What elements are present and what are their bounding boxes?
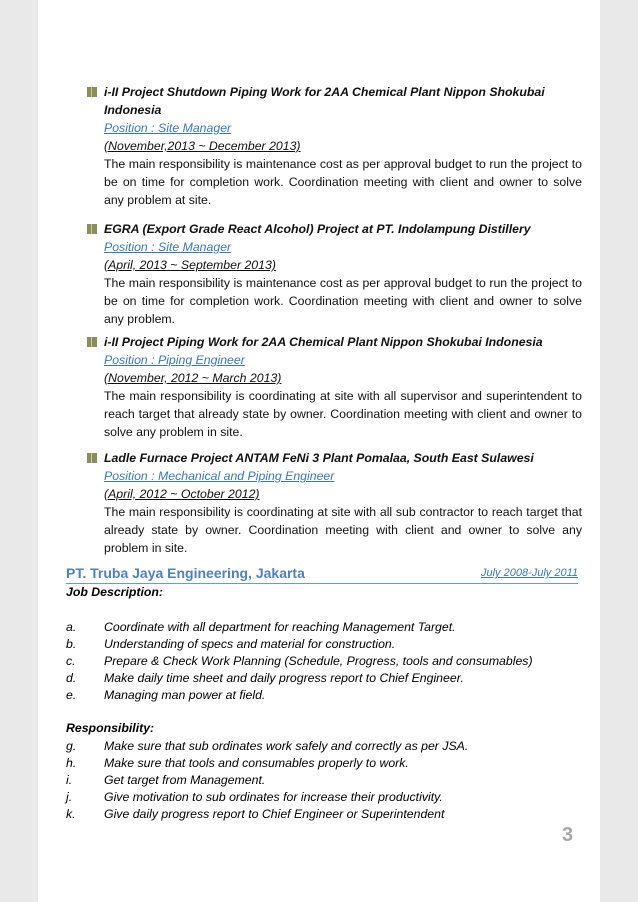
project-entry xyxy=(104,220,582,328)
project-position: Position : Piping Engineer xyxy=(104,353,245,367)
company-heading xyxy=(66,565,578,584)
project-entry xyxy=(104,83,582,209)
list-item: i. Get target from Management. xyxy=(66,773,266,787)
project-description: The main responsibility is maintenance cost as per approval budget to run the project to be on time for completion work. Coordination meeting with client and owner to solve any problem at site. xyxy=(104,157,582,207)
list-item: e. Managing man power at field. xyxy=(66,688,266,702)
list-item: c. Prepare & Check Work Planning (Schedule, Progress, tools and consumables) xyxy=(66,654,533,668)
project-description: The main responsibility is coordinating at site with all sub contractor to reach target that already state by owner. Coordination meeting with client and owner to solve any problem in site. xyxy=(104,505,582,555)
project-title: i-II Project Piping Work for 2AA Chemical Plant Nippon Shokubai Indonesia xyxy=(104,335,543,349)
bullet-icon xyxy=(87,224,97,234)
list-item: g. Make sure that sub ordinates work safely and correctly as per JSA. xyxy=(66,739,469,753)
page-number: 3 xyxy=(562,824,574,846)
project-title: Ladle Furnace Project ANTAM FeNi 3 Plant Pomalaa, South East Sulawesi xyxy=(104,451,534,465)
project-dates: (April, 2012 ~ October 2012) xyxy=(104,487,260,501)
list-item: b. Understanding of specs and material for construction. xyxy=(66,637,396,651)
bullet-icon xyxy=(87,337,97,347)
project-entry xyxy=(104,449,582,557)
project-dates: (November, 2012 ~ March 2013) xyxy=(104,371,282,385)
project-dates: (April, 2013 ~ September 2013) xyxy=(104,258,276,272)
project-title: i-II Project Shutdown Piping Work for 2AA Chemical Plant Nippon Shokubai Indonesia xyxy=(104,85,545,117)
project-description: The main responsibility is coordinating at site with all supervisor and superintendent to reach target that already state by owner. Coordination meeting with client and owner to solve any problem in site. xyxy=(104,389,582,439)
company-name: PT. Truba Jaya Engineering, Jakarta xyxy=(66,565,305,581)
list-item: h. Make sure that tools and consumables properly to work. xyxy=(66,756,409,770)
project-description: The main responsibility is maintenance cost as per approval budget to run the project to be on time for completion work. Coordination meeting with client and owner to solve any problem. xyxy=(104,276,582,326)
project-position: Position : Site Manager xyxy=(104,240,232,254)
responsibility-heading: Responsibility: xyxy=(66,721,155,735)
job-description-heading: Job Description: xyxy=(66,585,164,599)
project-dates: (November,2013 ~ December 2013) xyxy=(104,139,301,153)
bullet-icon xyxy=(87,87,97,97)
list-item: j. Give motivation to sub ordinates for increase their productivity. xyxy=(66,790,443,804)
company-period: July 2008-July 2011 xyxy=(480,567,578,579)
list-item: a. Coordinate with all department for reaching Management Target. xyxy=(66,620,456,634)
project-position: Position : Site Manager xyxy=(104,121,232,135)
project-title: EGRA (Export Grade React Alcohol) Project at PT. Indolampung Distillery xyxy=(104,222,531,236)
project-position: Position : Mechanical and Piping Engineer xyxy=(104,469,335,483)
bullet-icon xyxy=(87,453,97,463)
list-item: k. Give daily progress report to Chief Engineer or Superintendent xyxy=(66,807,445,821)
project-entry xyxy=(104,333,582,441)
list-item: d. Make daily time sheet and daily progress report to Chief Engineer. xyxy=(66,671,464,685)
